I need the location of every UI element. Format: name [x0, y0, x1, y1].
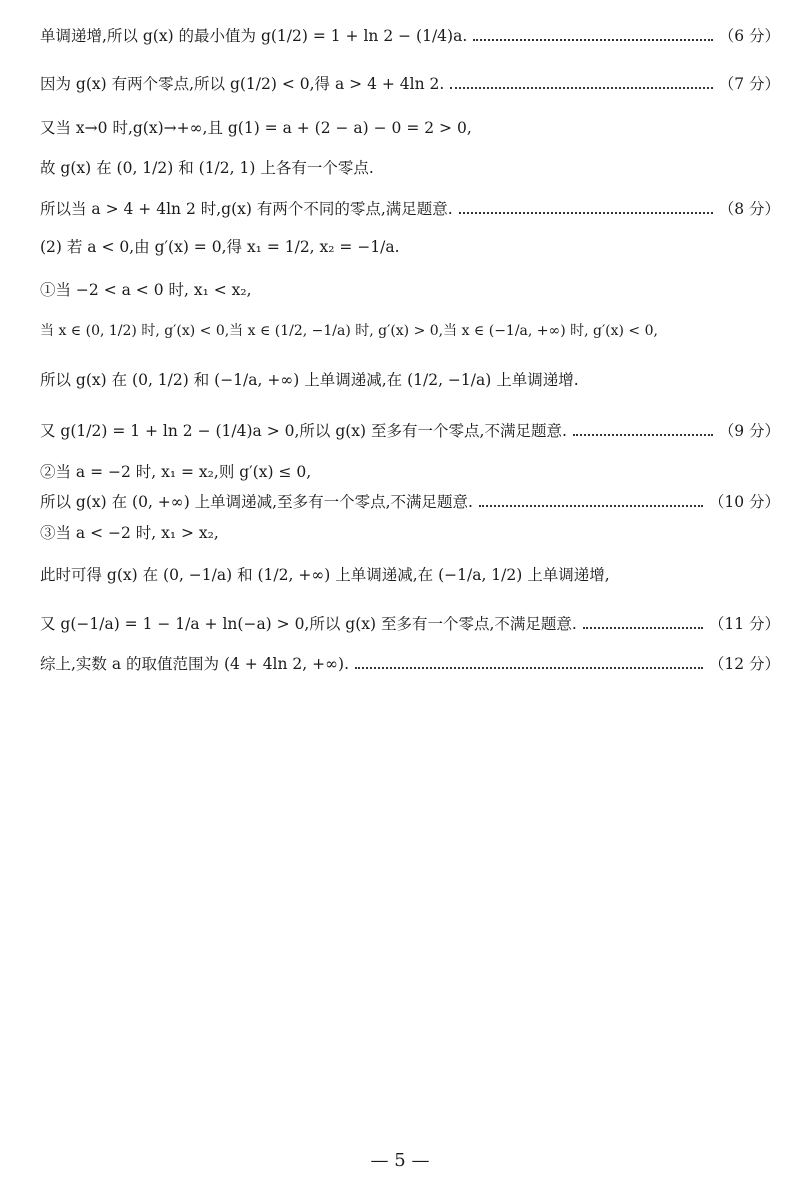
- solution-line: [40, 654, 780, 674]
- solution-line: [40, 462, 780, 482]
- dot-leader: [450, 87, 712, 89]
- solution-line: [40, 237, 780, 257]
- solution-line: [40, 280, 780, 300]
- solution-line: [40, 321, 780, 341]
- solution-line: [40, 421, 780, 441]
- line-text: 故 g(x) 在 (0, 1/2) 和 (1/2, 1) 上各有一个零点.: [40, 159, 374, 177]
- score-label: （6 分）: [718, 27, 780, 45]
- dot-leader: [459, 212, 713, 214]
- solution-line: [40, 492, 780, 512]
- solution-line: [40, 370, 780, 390]
- solution-line: [40, 199, 780, 219]
- score-label: （9 分）: [718, 422, 780, 440]
- line-text: 因为 g(x) 有两个零点,所以 g(1/2) < 0,得 a > 4 + 4ln 2.: [40, 75, 445, 93]
- solution-line: [40, 74, 780, 94]
- line-text: ③当 a < −2 时, x₁ > x₂,: [40, 524, 219, 542]
- line-text: 又当 x→0 时,g(x)→+∞,且 g(1) = a + (2 − a) − 0 = 2 > 0,: [40, 119, 472, 137]
- line-text: 此时可得 g(x) 在 (0, −1/a) 和 (1/2, +∞) 上单调递减,在 (−1/a, 1/2) 上单调递增,: [40, 566, 610, 584]
- line-text: ②当 a = −2 时, x₁ = x₂,则 g′(x) ≤ 0,: [40, 463, 312, 481]
- dot-leader: [573, 434, 713, 436]
- solution-line: [40, 26, 780, 46]
- line-text: ①当 −2 < a < 0 时, x₁ < x₂,: [40, 281, 252, 299]
- score-label: （10 分）: [708, 493, 780, 511]
- dot-leader: [479, 505, 703, 507]
- line-text: 综上,实数 a 的取值范围为 (4 + 4ln 2, +∞).: [40, 655, 350, 673]
- solution-line: [40, 565, 780, 585]
- line-text: 所以 g(x) 在 (0, 1/2) 和 (−1/a, +∞) 上单调递减,在 (1/2, −1/a) 上单调递增.: [40, 371, 579, 389]
- line-text: 当 x ∈ (0, 1/2) 时, g′(x) < 0,当 x ∈ (1/2, −1/a) 时, g′(x) > 0,当 x ∈ (−1/a, +∞) 时, g′(x) < 0,: [40, 323, 658, 339]
- solution-line: [40, 158, 780, 178]
- solution-line: [40, 118, 780, 138]
- dot-leader: [473, 39, 712, 41]
- page-number: — 5 —: [370, 1150, 430, 1171]
- line-text: 所以 g(x) 在 (0, +∞) 上单调递减,至多有一个零点,不满足题意.: [40, 493, 473, 511]
- line-text: 又 g(−1/a) = 1 − 1/a + ln(−a) > 0,所以 g(x) 至多有一个零点,不满足题意.: [40, 615, 577, 633]
- line-text: 又 g(1/2) = 1 + ln 2 − (1/4)a > 0,所以 g(x) 至多有一个零点,不满足题意.: [40, 422, 567, 440]
- score-label: （7 分）: [718, 75, 780, 93]
- solution-line: [40, 614, 780, 634]
- line-text: 所以当 a > 4 + 4ln 2 时,g(x) 有两个不同的零点,满足题意.: [40, 200, 453, 218]
- dot-leader: [355, 667, 703, 669]
- line-text: (2) 若 a < 0,由 g′(x) = 0,得 x₁ = 1/2, x₂ = −1/a.: [40, 238, 400, 256]
- line-text: 单调递增,所以 g(x) 的最小值为 g(1/2) = 1 + ln 2 − (1/4)a.: [40, 27, 468, 45]
- score-label: （11 分）: [708, 615, 780, 633]
- solution-line: [40, 523, 780, 543]
- score-label: （12 分）: [708, 655, 780, 673]
- dot-leader: [583, 627, 703, 629]
- score-label: （8 分）: [718, 200, 780, 218]
